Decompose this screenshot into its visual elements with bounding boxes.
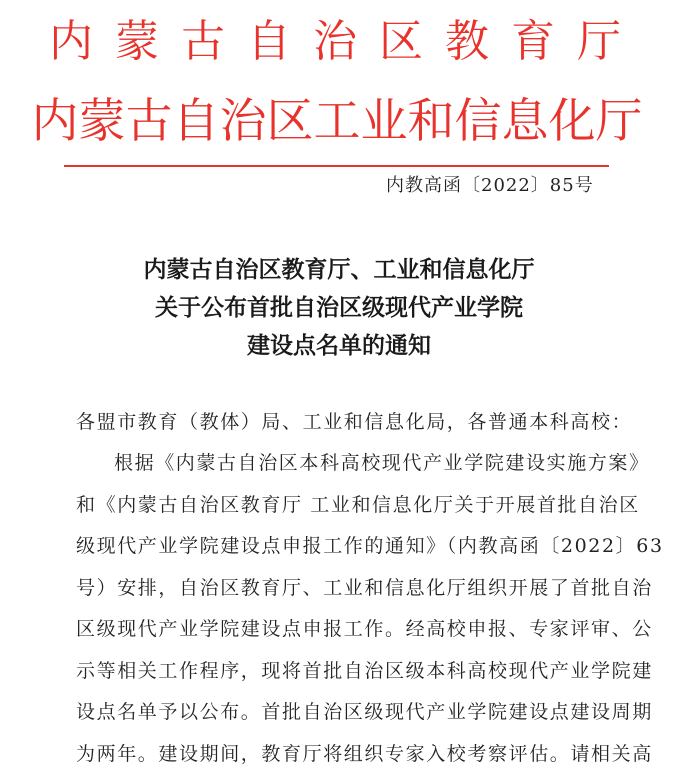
title-line: 内蒙古自治区教育厅、工业和信息化厅 <box>0 251 678 289</box>
body-line: 区级现代产业学院建设点申报工作。经高校申报、专家评审、公 <box>76 609 606 651</box>
salutation-text: 各盟市教育（教体）局、工业和信息化局，各普通本科高校： <box>76 402 606 444</box>
letterhead-org-industry: 内蒙古自治区工业和信息化厅 <box>0 92 676 152</box>
body-paragraph <box>76 443 606 775</box>
letterhead-divider <box>64 165 609 167</box>
salutation <box>76 402 606 444</box>
title-line: 关于公布首批自治区级现代产业学院 <box>0 289 678 327</box>
body-line: 和《内蒙古自治区教育厅 工业和信息化厅关于开展首批自治区 <box>76 485 606 527</box>
body-line: 根据《内蒙古自治区本科高校现代产业学院建设实施方案》 <box>76 443 606 485</box>
body-line: 级现代产业学院建设点申报工作的通知》（内教高函〔2022〕63 <box>76 526 606 568</box>
title-line: 建设点名单的通知 <box>0 327 678 365</box>
document-number: 内教高函〔2022〕85号 <box>386 174 594 198</box>
body-line: 示等相关工作程序，现将首批自治区级本科高校现代产业学院建 <box>76 651 606 693</box>
body-line: 号）安排，自治区教育厅、工业和信息化厅组织开展了首批自治 <box>76 568 606 610</box>
body-line: 为两年。建设期间，教育厅将组织专家入校考察评估。请相关高 <box>76 734 606 775</box>
document-title <box>0 251 678 365</box>
body-line: 设点名单予以公布。首批自治区级现代产业学院建设点建设周期 <box>76 692 606 734</box>
letterhead-org-education: 内蒙古自治区教育厅 <box>0 14 674 70</box>
